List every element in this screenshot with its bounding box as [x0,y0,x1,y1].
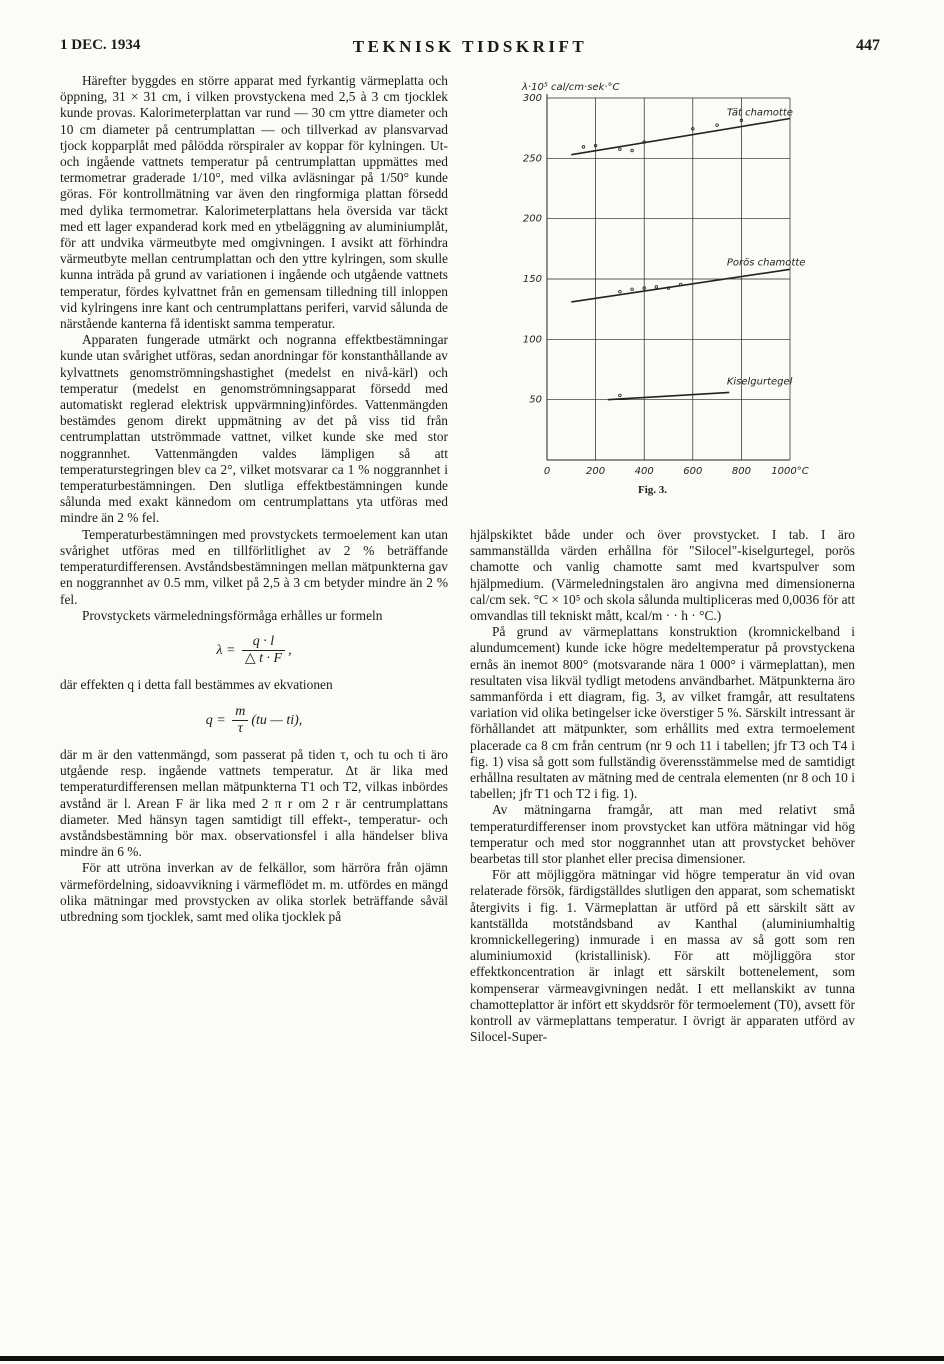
x-tick-label: 200 [586,466,606,477]
x-tick-label: 400 [634,466,654,477]
paragraph: Provstyckets värmeledningsförmåga erhålles ur formeln [82,607,383,623]
equation-tail: , [288,642,292,658]
paragraph: hjälpskiktet både under och över provstycket. I tab. I äro sammanställda värden erhållna för "Silocel"-kiselgurtegel, porös chamotte och vanlig chamotte samt med kvartspulver som hjälpmedium. (Värmeledningstalen äro angivna med dimensionerna cal/cm sek. °C × 10⁵ och skola sålunda multipliceras med 0,0036 för att omvandlas till tekniskt mått, kcal/m · · h · °C.) [470,527,855,624]
equation-lhs: λ = [216,642,236,658]
data-point [655,286,658,289]
equation-numerator: q · l [242,634,285,651]
issue-date: 1 DEC. 1934 [60,37,141,53]
series-line [571,119,790,155]
page-bottom-rule [0,1356,944,1361]
paragraph: där m är den vattenmängd, som passerat på tiden τ, och tu och ti äro utgående resp. ingående vattnets temperatur. Δt är lika med temperaturdifferensen mellan mätpunkterna T1 och T2, vilkas inbördes avstånd är l. Arean F är lika med 2 π r om 2 r är centrumplattans diameter. Med hänsyn tagen samtidigt till effekt-, temperatur- och avståndsbestämning bör max. observationsfel i alla händelser bliva mindre än 6 %. [60,746,448,860]
equation-numerator: m [232,704,248,721]
figure-caption: Fig. 3. [638,484,668,496]
series-label: Porös chamotte [726,257,806,269]
y-tick-label: 100 [522,334,542,346]
equation-fraction [242,634,285,667]
data-point [619,290,622,293]
series-label: Tät chamotte [726,107,793,119]
equation-lhs: q = [205,712,226,728]
series-label: Kiselgurtegel [726,376,793,388]
y-axis-label: λ·10⁵ cal/cm·sek·°C [522,82,620,93]
data-point [679,283,682,286]
left-column [60,73,448,925]
data-point [631,288,634,291]
data-point [619,148,622,151]
equation-q [60,704,448,737]
y-tick-label: 200 [522,213,542,225]
paragraph: Av mätningarna framgår, att man med relativt små temperaturdifferenser inom provstycket kan utföra mätningar vid hög temperatur och med stor noggrannhet utan att provstycket behöver bearbetas till stor planhet eller precisa dimensioner. [470,802,855,867]
equation-denominator: τ [237,720,243,736]
right-column [470,527,855,1046]
equation-fraction [232,704,248,737]
equation-tail: (tu — ti), [251,712,303,728]
series-line [608,392,730,399]
y-tick-label: 150 [522,274,542,285]
y-tick-label: 250 [522,153,542,165]
paragraph: där effekten q i detta fall bestämmes av ekvationen [60,677,333,693]
data-point [619,394,622,397]
y-tick-label: 50 [529,394,542,406]
data-point [631,149,634,152]
y-tick-label: 300 [522,93,542,104]
figure-3 [500,78,830,508]
equation-lambda [60,634,448,667]
x-tick-label: 1000°C [771,466,809,477]
journal-title: TEKNISK TIDSKRIFT [352,37,588,56]
paragraph: För att utröna inverkan av de felkällor, som härröra från ojämn värmefördelning, sidoavvikning i värmeflödet m. m. utfördes en mängd olika mätningar med provstycken av olika storlek beträffande såväl utbredning som tjocklek, samt med olika tjocklek på [60,860,448,924]
page-number: 447 [856,37,880,54]
paragraph: Härefter byggdes en större apparat med fyrkantig värmeplatta och öppning, 31 × 31 cm, i vilken provstyckena med 2,5 à 3 cm tjocklek kunde provas. Kalorimeterplattan var rund — 30 cm yttre diameter och 10 cm diameter på centrumplattan — och tillverkad av plansvarvad tjock kopparplåt med pålödda rörspiraler av koppar för kylningen. Ut- och ingående vattnets temperatur på centrumplattan uppmättes med termometrar graderade 1/10°, med vilka avläsningar på 1/50° kunde göras. För kontrollmätning var även den ringformiga plattan försedd med dylika termometrar. Kalorimeterplattans hela översida var täckt med ett lager expanderad kork med en ytbeläggning av aluminiumplåt, för att undvika värmeutbyte med omgivningen. I avsikt att förhindra värmeutbyte mellan centrumplattan och den yttre kylringen, som skulle kunna inträda på grund av variationen i ingående och utgående vattnets temperatur, fördes kylvattnet från en gemensam tilledning till inloppen vid kylringens inre kant och centrumplattans periferi, varvid sålunda de närstående kanterna få identiskt samma temperatur. [60,73,448,332]
x-tick-label: 800 [731,466,751,477]
paragraph: Apparaten fungerade utmärkt och nogranna effektbestämningar kunde utan svårighet utföras, sedan anordningar för konstanthållande av kylvattnets genomströmningshastighet (medelst en nivå-kärl) och temperatur (medelst en genomströmningsapparat försedd med automatiskt reglerad elektrisk uppvärmning)infördes. Vattenmängden bestämdes genom direkt uppmätning av det på viss tid från centrumplattan utströmmade vattnet, vilket kunde ske med stor noggrannhet. Vattenmängden valdes lämpligen så att temperaturstegringen blev ca 2°, vilket motsvarar ca 1 % noggrannhet i temperaturbestämningen. Den slutliga effektbestämningen kunde sålunda med exakt kännedom om centrumplattans yta utföras med mindre än 2 % fel. [60,332,448,526]
data-point [716,124,719,127]
running-header [60,37,880,59]
paragraph: För att möjliggöra mätningar vid högre temperatur än vid ovan relaterade försök, färdigställdes slutligen den apparat, som schematiskt återgivits i fig. 1. Värmeplattan är utförd på ett särskilt sätt av kantställda motståndsband av Kanthal (aluminiumhaltig kromnickellegering) inmurade i en massa av så gott som ren aluminiumoxid (kristallinisk). För att möjliggöra stor effektkoncentration är inlagt ett särskilt bottenelement, som kompenserar värmeavgivningen nedåt. I ett mellanskikt av tunna chamotteplattor är infört ett skyddsrör för termoelement (T0), avsett för kontroll av värmeplattans temperatur. I övrigt är apparaten utförd av Silocel-Super- [470,867,855,1045]
paragraph: På grund av värmeplattans konstruktion (kromnickelband i alundumcement) kunde icke högre medeltemperatur på provstyckena ernås än inemot 800° (motsvarande nära 1 000° i värmeplattan), men resultaten visa likväl tydligt metodens användbarhet. Mätpunkterna äro sammanförda i ett diagram, fig. 3, av vilket framgår, att resultatens variation vid olika betingelser icke överstiger 5 %. Särskilt intressant är förhållandet att mätpunkter, som erhållits med extra termoelement placerade ca 8 cm från centrum (nr 9 och 11 i tabellen; jfr T3 och T4 i fig. 1) visa så gott som fullständig överensstämmelse med de samtidigt erhållna resultaten av mätning med de centrala elementen (nr 8 och 10 i tabellen; jfr T1 och T2 i fig. 1). [470,624,855,802]
paragraph: Temperaturbestämningen med provstyckets termoelement kan utan svårighet utföras med en tillförlitlighet av 2 % beträffande temperaturdifferensen. Avståndsbestämningen mellan mätpunkterna gav en noggrannhet av 0.5 mm, vilket på 2,5 à 3 cm betyder mindre än 2 % fel. [60,526,448,607]
thermal-conductivity-chart [500,78,830,488]
x-tick-label: 0 [543,466,551,477]
data-point [582,146,585,149]
x-tick-label: 600 [683,466,703,477]
equation-denominator: △ t · F [244,651,283,667]
